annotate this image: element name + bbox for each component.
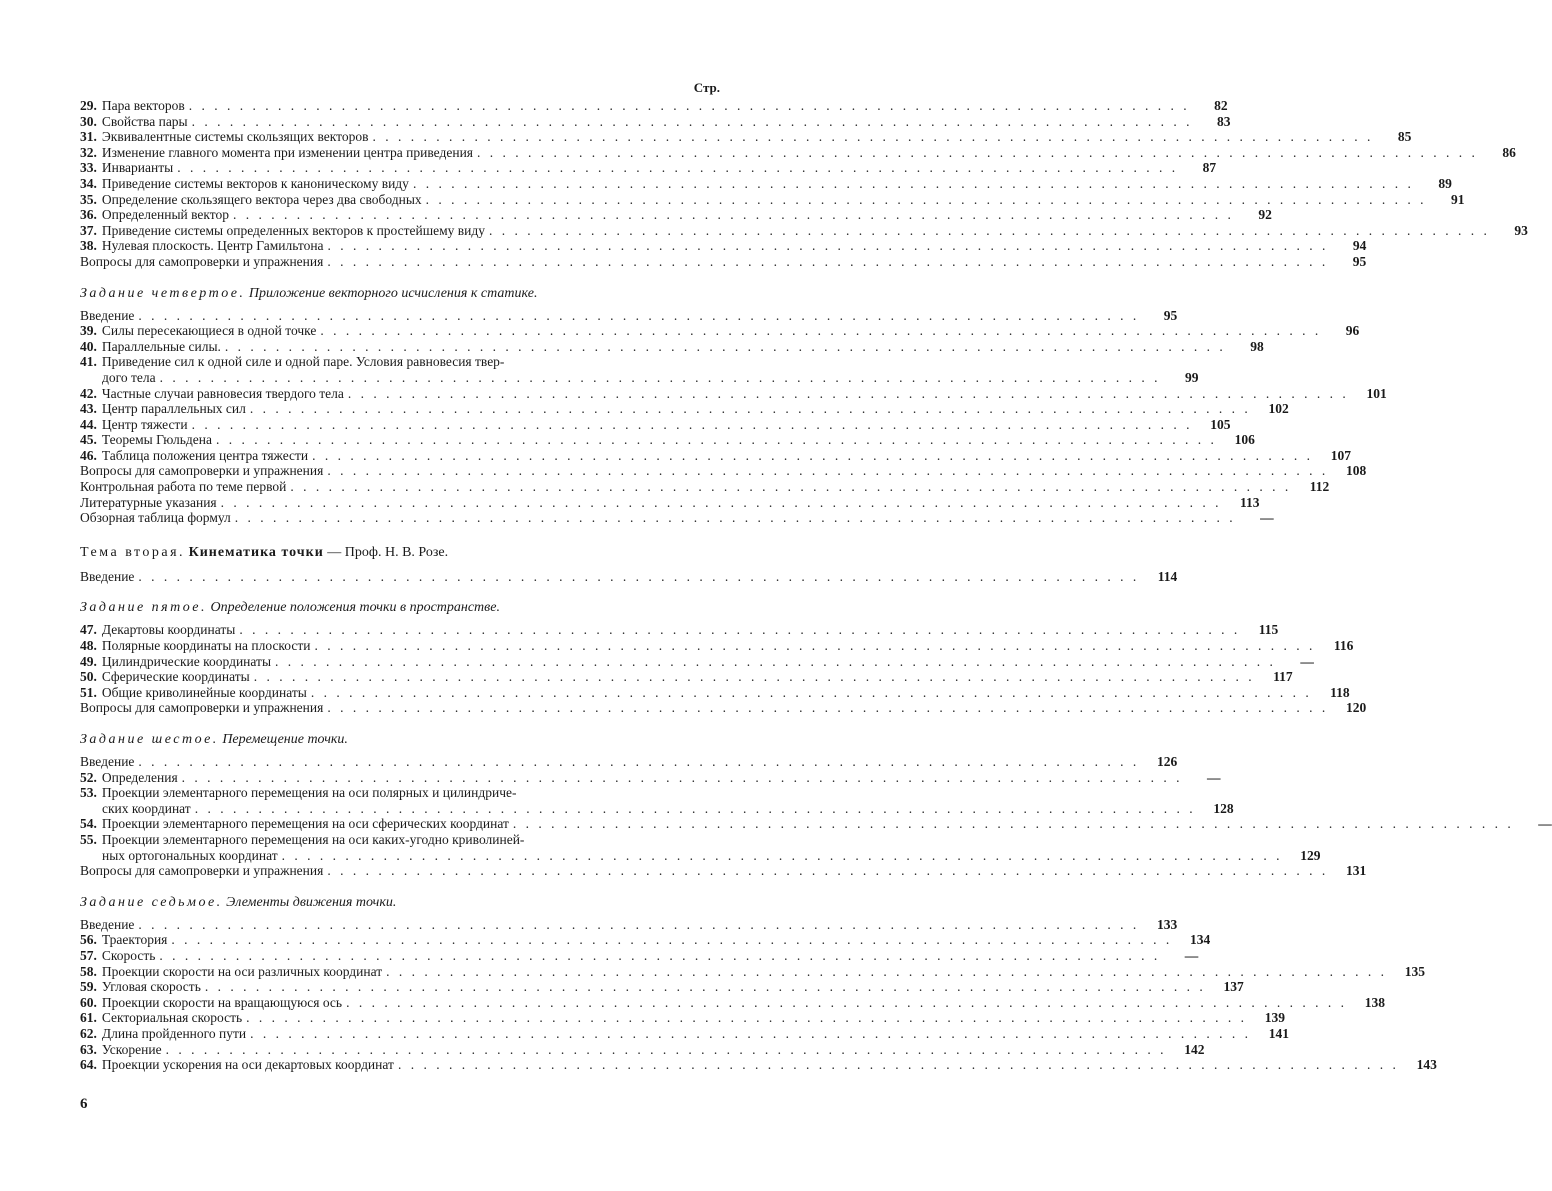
entry-page: 138	[1364, 994, 1385, 1010]
entry-title: Декартовы координаты	[101, 622, 236, 638]
entry-page: 91	[1451, 191, 1465, 207]
entry-number: 62.	[80, 1025, 97, 1041]
dot-leader	[327, 700, 1328, 716]
entry-title-line-2: ских координат	[102, 800, 191, 816]
toc-entry	[80, 307, 1178, 324]
entry-number: 58.	[80, 963, 97, 979]
toc-entry	[80, 113, 1231, 130]
toc-entry	[80, 1057, 1437, 1073]
dot-leader	[311, 685, 1312, 701]
dot-leader	[328, 238, 1329, 254]
entry-title: Частные случаи равновесия твердого тела	[101, 385, 344, 401]
toc-item-54	[80, 816, 1552, 832]
entry-number: 31.	[80, 129, 97, 145]
entry-page: 139	[1264, 1010, 1286, 1026]
entry-title-line-2: ных ортогональных координат	[102, 847, 278, 863]
entry-number: 43.	[80, 401, 97, 417]
page-number: 6	[80, 1096, 88, 1112]
entry-number: 64.	[80, 1057, 97, 1073]
entry-title: Введение	[80, 568, 135, 584]
entry-title: Обзорная таблица формул	[80, 510, 231, 526]
dot-leader	[182, 770, 1183, 786]
toc-entry	[80, 191, 1465, 208]
entry-first-line	[80, 785, 720, 801]
toc-entry	[80, 207, 1272, 223]
entry-page: 82	[1214, 98, 1228, 113]
entry-title: Проекции скорости на вращающуюся ось	[101, 994, 343, 1010]
dot-leader	[192, 417, 1193, 433]
toc-section-6a	[80, 754, 1221, 785]
toc-section-4b	[80, 385, 1387, 526]
dot-leader	[192, 114, 1193, 130]
section-label: Задание пятое.	[80, 600, 208, 616]
toc-entry-wrapped	[80, 354, 1199, 385]
entry-page: 95	[1163, 307, 1178, 323]
toc-entry	[80, 1025, 1289, 1042]
theme-author: — Проф. Н. В. Розе.	[327, 544, 449, 560]
toc-wrap-53	[80, 785, 1234, 816]
entry-title: Определение скользящего вектора через два свободных	[101, 191, 422, 207]
entry-page: 108	[1345, 463, 1367, 479]
entry-page: 85	[1397, 129, 1412, 145]
entry-title: Инварианты	[101, 160, 174, 176]
entry-page: 117	[1273, 669, 1293, 685]
dot-leader	[138, 308, 1139, 324]
toc-section-7	[80, 916, 1437, 1073]
toc-wrap-55	[80, 831, 1321, 863]
entry-number: 42.	[80, 385, 97, 401]
toc-entry	[80, 175, 1452, 192]
entry-number: 54.	[80, 816, 97, 832]
toc-theme-2-intro	[80, 568, 1178, 585]
entry-page: 129	[1300, 847, 1321, 863]
entry-number: 59.	[80, 979, 97, 995]
entry-number: 33.	[80, 160, 97, 176]
entry-page: 116	[1333, 638, 1354, 654]
entry-page: —	[1300, 653, 1314, 669]
toc-entry	[80, 816, 1552, 832]
section-title: Элементы движения точки.	[226, 894, 397, 910]
entry-title-line-1: Приведение сил к одной силе и одной паре. Условия равновесия твер-	[101, 354, 505, 370]
entry-page: 133	[1157, 916, 1178, 932]
dot-leader	[235, 510, 1236, 526]
entry-page: —	[1184, 947, 1199, 963]
toc-entry	[80, 494, 1260, 511]
entry-page: 99	[1184, 369, 1199, 385]
toc-entry	[80, 510, 1274, 526]
toc-entry	[80, 684, 1350, 701]
entry-page: 93	[1514, 222, 1528, 238]
entry-title-line-1: Проекции элементарного перемещения на оси полярных и цилиндриче-	[101, 785, 517, 801]
dot-leader	[346, 995, 1347, 1011]
entry-page: 141	[1268, 1025, 1289, 1041]
entry-number: 49.	[80, 653, 97, 669]
section-5-heading	[80, 599, 720, 617]
entry-page: 94	[1352, 238, 1367, 254]
entry-number: 44.	[80, 416, 97, 432]
toc-entry	[80, 568, 1178, 585]
toc-entry-wrapped	[80, 831, 1321, 863]
entry-title: Центр параллельных сил	[101, 401, 246, 417]
entry-title: Проекции элементарного перемещения на оси сферических координат	[101, 816, 509, 832]
entry-number: 36.	[80, 207, 97, 223]
dot-leader	[138, 917, 1139, 933]
entry-page: 134	[1190, 932, 1211, 948]
toc-entry	[80, 222, 1528, 239]
dot-leader	[189, 98, 1190, 114]
entry-title: Сферические координаты	[101, 669, 250, 685]
entry-page: 95	[1352, 253, 1367, 269]
toc-page	[80, 78, 1552, 1073]
section-label: Задание седьмое.	[80, 894, 223, 910]
entry-page: 83	[1217, 113, 1231, 129]
entry-title: Приведение системы векторов к каноническому виду	[101, 175, 409, 191]
dot-leader	[160, 370, 1161, 386]
dot-leader	[171, 932, 1172, 948]
toc-entry	[80, 463, 1367, 479]
toc-entry	[80, 947, 1199, 964]
toc-group-1	[80, 98, 1528, 270]
entry-number: 56.	[80, 932, 97, 948]
entry-number: 37.	[80, 222, 97, 238]
toc-entry	[80, 253, 1367, 270]
dot-leader	[177, 160, 1178, 176]
entry-number: 40.	[80, 338, 97, 354]
toc-entry	[80, 754, 1178, 770]
dot-leader	[312, 448, 1313, 464]
dot-leader	[250, 1026, 1251, 1042]
entry-number: 34.	[80, 175, 97, 191]
section-title: Перемещение точки.	[222, 732, 348, 747]
toc-entry	[80, 401, 1289, 417]
entry-page: 120	[1345, 700, 1367, 716]
section-title: Приложение векторного исчисления к статике.	[248, 285, 538, 301]
dot-leader	[413, 176, 1414, 192]
dot-leader	[513, 816, 1514, 832]
entry-page: 87	[1202, 160, 1217, 176]
toc-entry	[80, 638, 1354, 654]
entry-title: Контрольная работа по теме первой	[80, 479, 287, 495]
entry-page: 114	[1157, 568, 1178, 584]
entry-title: Вопросы для самопроверки и упражнения	[80, 700, 324, 716]
entry-page: 89	[1438, 175, 1452, 191]
toc-entry	[80, 323, 1360, 339]
entry-second-line	[80, 800, 1234, 817]
dot-leader	[254, 669, 1255, 685]
toc-entry	[80, 98, 1228, 114]
dot-leader	[290, 479, 1291, 495]
dot-leader	[216, 432, 1217, 448]
entry-number: 38.	[80, 238, 97, 254]
entry-title: Угловая скорость	[101, 979, 201, 995]
entry-first-line	[80, 832, 720, 848]
entry-title: Нулевая плоскость. Центр Гамильтона	[101, 238, 324, 254]
entry-page: 98	[1250, 338, 1264, 354]
entry-number: 29.	[80, 98, 97, 113]
entry-page: 113	[1240, 494, 1260, 510]
toc-entry	[80, 338, 1264, 355]
entry-title: Проекции ускорения на оси декартовых координат	[101, 1057, 394, 1073]
entry-second-line	[80, 369, 1199, 386]
toc-entry	[80, 994, 1385, 1011]
entry-title: Введение	[80, 916, 135, 932]
toc-entry	[80, 979, 1244, 995]
entry-page: 105	[1210, 416, 1231, 432]
section-label: Задание четвертое.	[80, 285, 246, 301]
entry-title: Определенный вектор	[101, 207, 230, 223]
theme-label: Тема вторая.	[80, 544, 186, 560]
entry-title: Теоремы Гюльдена	[101, 432, 212, 448]
page-column-label: Стр.	[693, 80, 720, 95]
toc-entry-wrapped	[80, 785, 1234, 816]
toc-entry	[80, 669, 1293, 685]
entry-number: 50.	[80, 669, 97, 685]
section-title: Определение положения точки в пространстве.	[210, 600, 500, 616]
dot-leader	[195, 801, 1196, 817]
section-label: Задание шестое.	[80, 732, 219, 747]
entry-number: 51.	[80, 684, 97, 700]
dot-leader	[426, 192, 1427, 208]
toc-entry	[80, 963, 1426, 980]
entry-page: 107	[1330, 447, 1352, 463]
entry-title: Силы пересекающиеся в одной точке	[101, 323, 317, 339]
entry-title: Центр тяжести	[101, 416, 188, 432]
toc-entry	[80, 622, 1279, 638]
entry-page: —	[1260, 510, 1274, 526]
entry-title: Траектория	[101, 932, 168, 948]
section-6-heading	[80, 731, 720, 749]
entry-title: Цилиндрические координаты	[101, 653, 272, 669]
theme-title: Кинематика точки	[188, 544, 324, 560]
entry-page: 118	[1330, 684, 1350, 700]
entry-number: 39.	[80, 323, 97, 339]
entry-page: 137	[1223, 979, 1244, 995]
entry-page: 86	[1502, 144, 1516, 160]
entry-title: Свойства пары	[101, 113, 188, 129]
entry-first-line	[80, 354, 720, 370]
entry-page: 126	[1157, 754, 1178, 769]
dot-leader	[398, 1057, 1399, 1073]
entry-page: 128	[1213, 800, 1234, 816]
dot-leader	[205, 979, 1206, 995]
section-7-heading	[80, 894, 720, 912]
toc-entry	[80, 432, 1255, 448]
entry-title: Литературные указания	[80, 494, 217, 510]
toc-entry	[80, 238, 1367, 254]
entry-page: —	[1538, 816, 1552, 832]
entry-title: Полярные координаты на плоскости	[101, 638, 311, 654]
toc-entry	[80, 1041, 1205, 1058]
dot-leader	[275, 654, 1276, 670]
dot-leader	[233, 207, 1234, 223]
entry-number: 53.	[80, 785, 97, 801]
dot-leader	[221, 495, 1222, 511]
toc-entry	[80, 769, 1221, 786]
dot-leader	[315, 638, 1316, 654]
entry-title: Вопросы для самопроверки и упражнения	[80, 253, 324, 269]
entry-number: 57.	[80, 947, 97, 963]
entry-number: 61.	[80, 1010, 97, 1026]
entry-second-line	[80, 847, 1321, 864]
entry-title: Общие криволинейные координаты	[101, 684, 307, 700]
dot-leader	[320, 323, 1321, 339]
entry-title: Определения	[101, 769, 178, 785]
entry-number: 47.	[80, 622, 97, 638]
dot-leader	[250, 401, 1251, 417]
entry-page: 102	[1268, 401, 1289, 417]
toc-entry	[80, 653, 1314, 670]
entry-page: 142	[1184, 1041, 1205, 1057]
entry-title: Вопросы для самопроверки и упражнения	[80, 463, 324, 479]
entry-number: 55.	[80, 831, 97, 847]
toc-entry	[80, 479, 1330, 495]
dot-leader	[327, 863, 1328, 879]
toc-entry	[80, 160, 1217, 176]
theme-2-heading	[80, 544, 720, 562]
entry-title: Скорость	[101, 947, 156, 963]
entry-title-line-2: дого тела	[102, 369, 156, 385]
entry-title: Пара векторов	[101, 98, 185, 113]
toc-entry	[80, 385, 1387, 402]
toc-section-4a	[80, 307, 1360, 355]
toc-entry	[80, 916, 1178, 933]
entry-title: Изменение главного момента при изменении центра приведения	[101, 144, 474, 160]
entry-page: —	[1207, 769, 1221, 785]
toc-entry	[80, 700, 1367, 716]
dot-leader	[138, 569, 1139, 585]
toc-section-5	[80, 622, 1367, 716]
dot-leader	[327, 254, 1328, 270]
entry-title: Введение	[80, 754, 135, 769]
entry-page: 131	[1345, 863, 1367, 879]
toc-entry	[80, 1010, 1286, 1026]
entry-title: Таблица положения центра тяжести	[101, 447, 309, 463]
dot-leader	[138, 754, 1139, 770]
entry-number: 48.	[80, 638, 97, 654]
entry-page: 112	[1309, 479, 1330, 495]
entry-number: 35.	[80, 191, 97, 207]
dot-leader	[386, 964, 1387, 980]
dot-leader	[477, 145, 1478, 161]
entry-page: 115	[1258, 622, 1279, 638]
entry-title: Секториальная скорость	[101, 1010, 243, 1026]
entry-page: 96	[1345, 323, 1360, 339]
entry-title: Ускорение	[101, 1041, 162, 1057]
entry-number: 60.	[80, 994, 97, 1010]
toc-entry	[80, 144, 1516, 161]
entry-page: 106	[1234, 432, 1255, 448]
entry-number: 32.	[80, 144, 97, 160]
toc-section-6b	[80, 863, 1367, 879]
entry-number: 45.	[80, 432, 97, 448]
dot-leader	[225, 339, 1226, 355]
entry-number: 63.	[80, 1041, 97, 1057]
dot-leader	[239, 622, 1240, 638]
dot-leader	[159, 948, 1160, 964]
section-4-heading	[80, 285, 720, 303]
dot-leader	[489, 223, 1490, 239]
entry-title: Проекции скорости на оси различных координат	[101, 963, 383, 979]
dot-leader	[348, 386, 1349, 402]
entry-number: 52.	[80, 769, 97, 785]
dot-leader	[373, 129, 1374, 145]
toc-entry	[80, 447, 1352, 464]
entry-page: 135	[1404, 963, 1426, 979]
entry-title: Эквивалентные системы скользящих векторов	[101, 129, 369, 145]
toc-entry	[80, 416, 1231, 433]
dot-leader	[327, 463, 1328, 479]
dot-leader	[282, 848, 1283, 864]
toc-entry	[80, 129, 1412, 145]
entry-title: Вопросы для самопроверки и упражнения	[80, 863, 324, 879]
toc-wrap-41	[80, 354, 1199, 385]
entry-title: Приведение системы определенных векторов к простейшему виду	[101, 222, 486, 238]
entry-title: Введение	[80, 307, 135, 323]
dot-leader	[246, 1010, 1247, 1026]
entry-page: 143	[1416, 1057, 1437, 1073]
entry-title-line-1: Проекции элементарного перемещения на оси каких-угодно криволиней-	[101, 831, 525, 847]
dot-leader	[166, 1042, 1167, 1058]
entry-number: 30.	[80, 113, 97, 129]
entry-title: Длина пройденного пути	[101, 1025, 247, 1041]
entry-number: 41.	[80, 354, 97, 370]
toc-entry	[80, 932, 1211, 948]
entry-number: 46.	[80, 447, 97, 463]
toc-entry	[80, 863, 1367, 879]
entry-page: 92	[1258, 207, 1272, 223]
entry-page: 101	[1366, 385, 1387, 401]
entry-title: Параллельные силы.	[101, 338, 221, 354]
